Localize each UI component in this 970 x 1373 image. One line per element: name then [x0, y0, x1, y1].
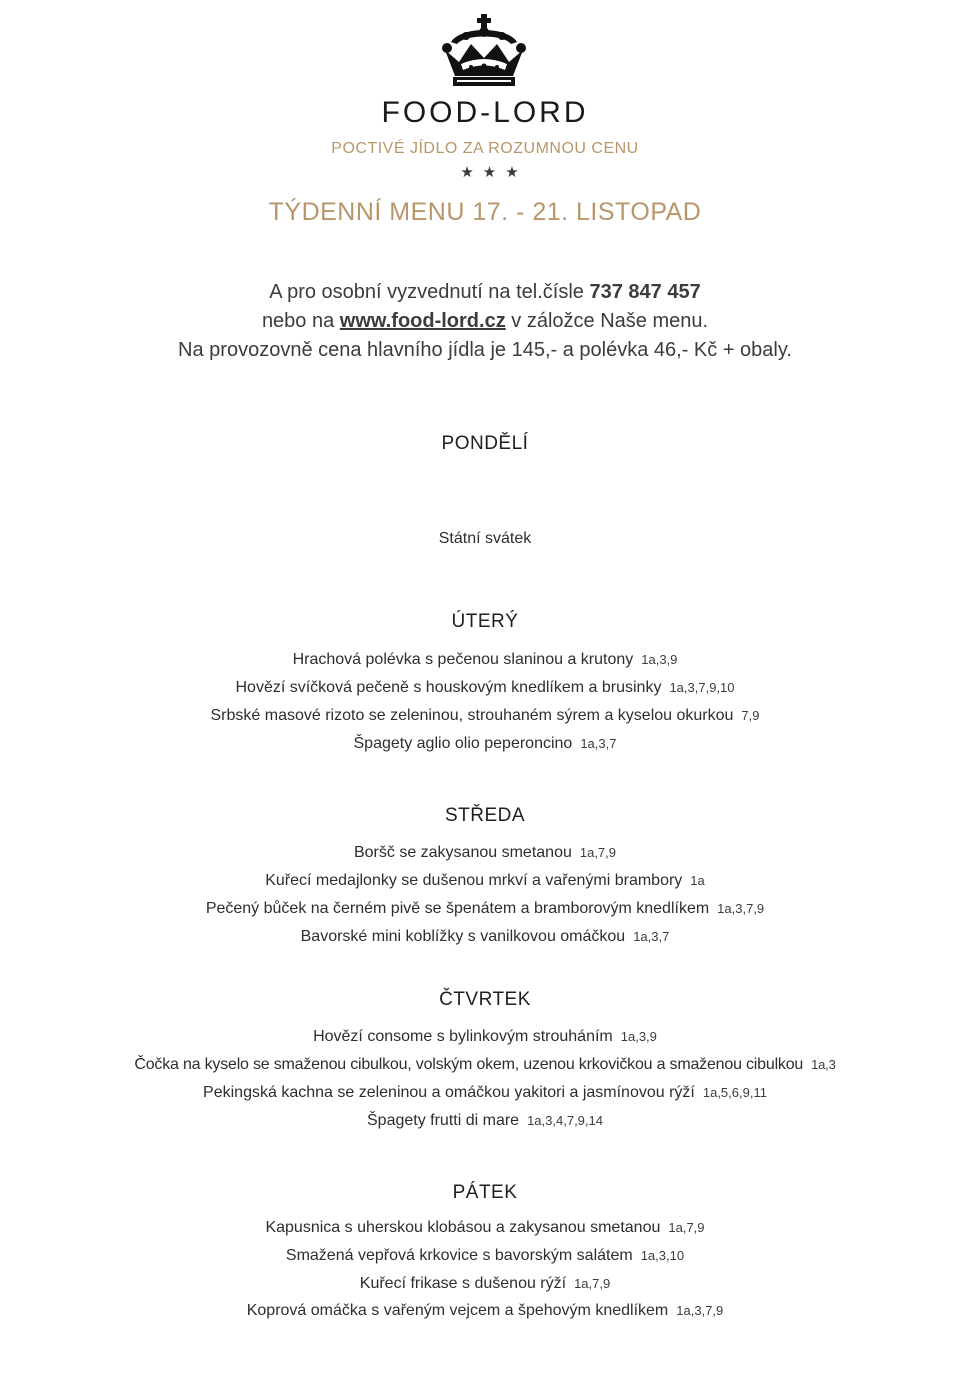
menu-item	[0, 1083, 970, 1103]
day-heading-thursday: ČTVRTEK	[439, 989, 531, 1010]
phone-number[interactable]: 737 847 457	[589, 281, 701, 303]
website-link[interactable]: www.food-lord.cz	[339, 310, 506, 332]
dish-name: Kuřecí medajlonky se dušenou mrkví a vařenými brambory	[265, 872, 683, 889]
dish-name: Hrachová polévka s pečenou slaninou a krutony	[292, 651, 634, 668]
dish-name: Hovězí svíčková pečeně s houskovým knedlíkem a brusinky	[235, 679, 662, 696]
day-heading-friday: PÁTEK	[452, 1182, 518, 1203]
day-heading-wednesday: STŘEDA	[444, 805, 526, 826]
brand-tagline: POCTIVÉ JÍDLO ZA ROZUMNOU CENU	[331, 140, 639, 157]
brand-name: FOOD-LORD	[381, 96, 589, 129]
menu-item	[0, 1027, 970, 1047]
allergen-codes: 1a,3,9	[620, 1029, 657, 1044]
allergen-codes: 1a,7,9	[668, 1220, 705, 1235]
allergen-codes: 1a,7,9	[574, 1276, 611, 1291]
dish-name: Čočka na kyselo se smaženou cibulkou, volským okem, uzenou krkovičkou a smaženou cibulkou	[134, 1056, 804, 1073]
allergen-codes: 1a,3,7	[633, 929, 670, 944]
allergen-codes: 1a,3,9	[641, 652, 678, 667]
dish-name: Špagety aglio olio peperoncino	[353, 735, 573, 752]
dish-name: Smažená vepřová krkovice s bavorským salátem	[285, 1247, 633, 1264]
dish-name: Koprová omáčka s vařeným vejcem a špehovým knedlíkem	[246, 1302, 669, 1319]
monday-note: Státní svátek	[438, 530, 532, 547]
dish-name: Pekingská kachna se zeleninou a omáčkou yakitori a jasmínovou rýží	[203, 1084, 695, 1101]
menu-item	[0, 1274, 970, 1294]
menu-item	[0, 927, 970, 947]
allergen-codes: 1a,3,10	[640, 1248, 685, 1263]
day-heading-tuesday: ÚTERÝ	[451, 611, 519, 632]
allergen-codes: 1a,3,7,9	[717, 901, 765, 916]
allergen-codes: 1a,3,7,9	[676, 1303, 724, 1318]
website-prefix-text: nebo na	[261, 310, 340, 332]
menu-item	[0, 1246, 970, 1266]
crown-icon	[441, 14, 527, 88]
menu-item	[0, 1218, 970, 1238]
dish-name: Špagety frutti di mare	[367, 1112, 520, 1129]
menu-item	[0, 1111, 970, 1131]
rating-stars: ★★★	[460, 164, 528, 181]
menu-item	[0, 899, 970, 919]
menu-item	[0, 734, 970, 754]
website-info-line	[0, 306, 970, 336]
dish-name: Boršč se zakysanou smetanou	[353, 844, 572, 861]
allergen-codes: 7,9	[741, 708, 760, 723]
dish-name: Hovězí consome s bylinkovým strouháním	[313, 1028, 613, 1045]
allergen-codes: 1a,3,7	[580, 736, 617, 751]
dish-name: Bavorské mini koblížky s vanilkovou omáčkou	[300, 928, 626, 945]
menu-item	[0, 1301, 970, 1321]
allergen-codes: 1a,3,4,7,9,14	[527, 1113, 603, 1128]
pickup-info-text: A pro osobní vyzvednutí na tel.čísle	[269, 281, 590, 303]
menu-item	[0, 843, 970, 863]
menu-item	[0, 1055, 970, 1075]
allergen-codes: 1a,3	[811, 1057, 836, 1072]
website-suffix-text: v záložce Naše menu.	[505, 310, 709, 332]
menu-item	[0, 650, 970, 670]
allergen-codes: 1a,3,7,9,10	[669, 680, 735, 695]
allergen-codes: 1a,5,6,9,11	[702, 1085, 767, 1100]
dish-name: Pečený bůček na černém pivě se špenátem a bramborovým knedlíkem	[205, 900, 710, 917]
menu-item	[0, 706, 970, 726]
dish-name: Kapusnica s uherskou klobásou a zakysanou smetanou	[265, 1219, 661, 1236]
price-info-line: Na provozovně cena hlavního jídla je 145,- a polévka 46,- Kč + obaly.	[178, 339, 792, 361]
pickup-info-line	[0, 277, 970, 307]
menu-item	[0, 871, 970, 891]
dish-name: Srbské masové rizoto se zeleninou, strouhaném sýrem a kyselou okurkou	[210, 707, 734, 724]
allergen-codes: 1a,7,9	[579, 845, 617, 860]
week-menu-title: TÝDENNÍ MENU 17. - 21. LISTOPAD	[268, 198, 702, 226]
dish-name: Kuřecí frikase s dušenou rýží	[359, 1275, 567, 1292]
allergen-codes: 1a	[690, 873, 705, 888]
menu-item	[0, 678, 970, 698]
day-heading-monday: PONDĚLÍ	[441, 433, 529, 454]
